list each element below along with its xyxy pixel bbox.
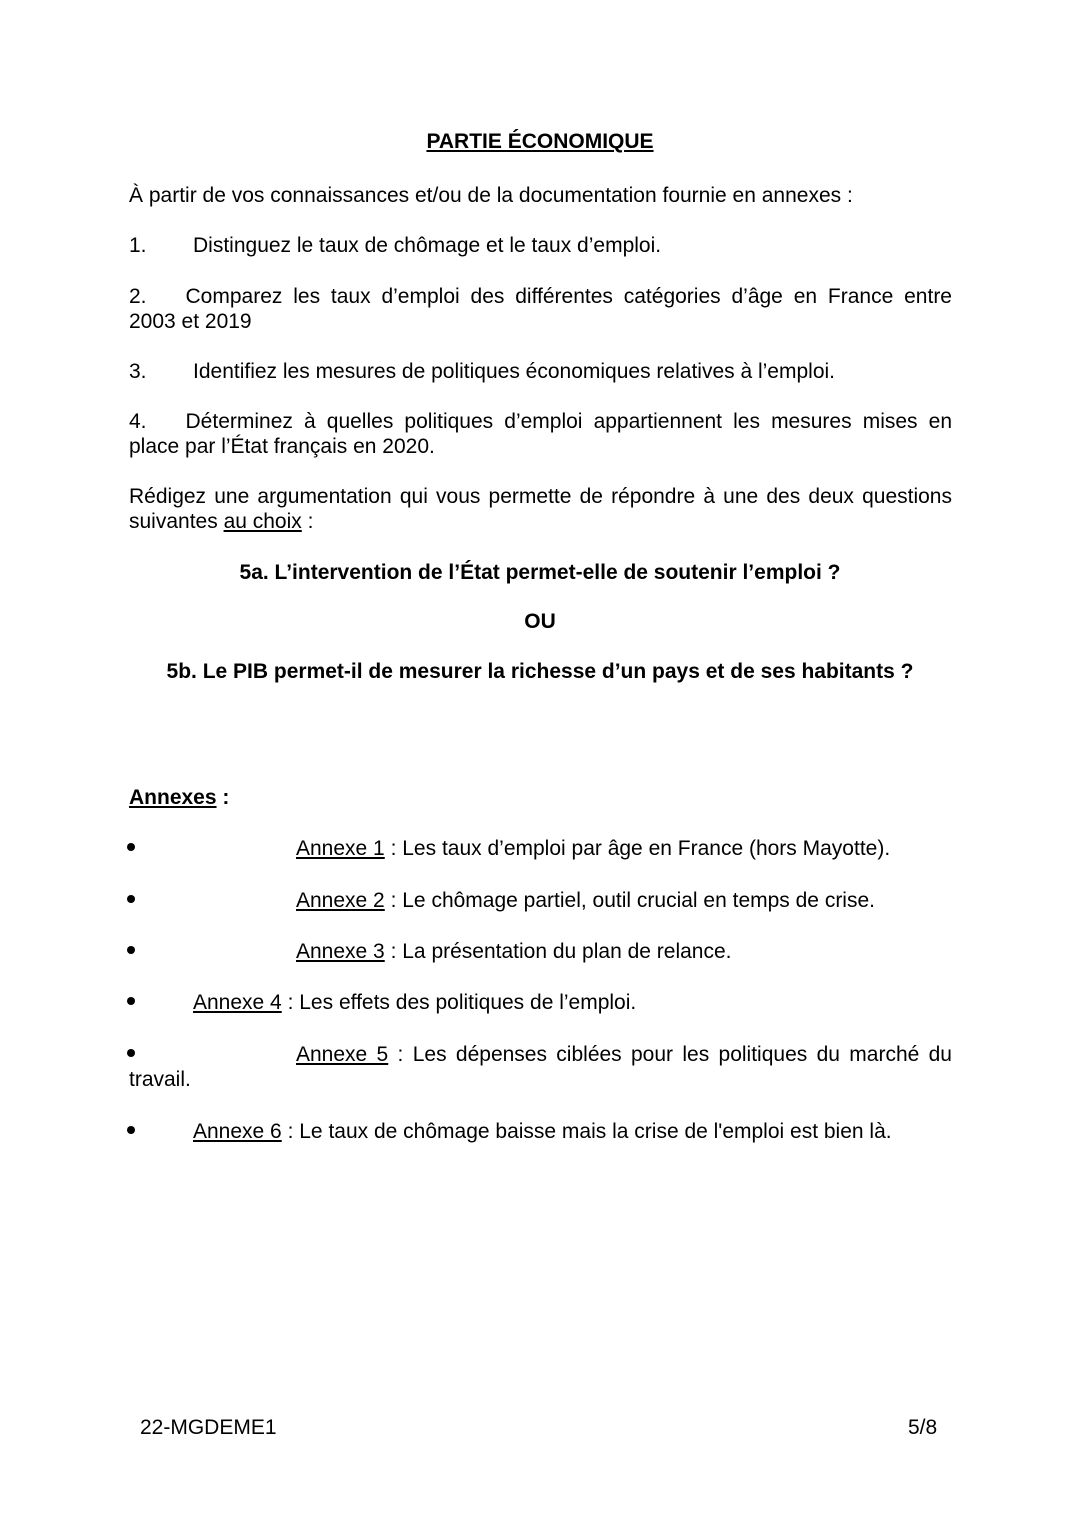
question-number: 3. [129, 360, 147, 383]
annexes-heading-suffix: : [216, 786, 230, 809]
intro-text: À partir de vos connaissances et/ou de la documentation fournie en annexes : [129, 184, 853, 207]
annexes-heading-text: Annexes [129, 786, 217, 809]
annex-link: Annexe 1 [296, 837, 385, 860]
question-2 [129, 284, 952, 334]
bullet-icon [126, 1121, 140, 1135]
argument-instruction [129, 484, 952, 534]
annex-link: Annexe 5 [296, 1043, 389, 1066]
annex-item-5-continuation: travail. [129, 1068, 191, 1091]
annex-description: : Le taux de chômage baisse mais la crise de l'emploi est bien là. [281, 1120, 892, 1143]
annex-link: Annexe 2 [296, 889, 385, 912]
bullet-icon [126, 838, 140, 852]
bullet-icon [126, 992, 140, 1006]
bullet-icon [126, 1044, 140, 1058]
bullet-icon [126, 941, 140, 955]
annex-description: : Les taux d’emploi par âge en France (hors Mayotte). [384, 837, 891, 860]
question-text: Identifiez les mesures de politiques économiques relatives à l’emploi. [193, 360, 835, 383]
footer-page-number: 5/8 [908, 1416, 938, 1439]
annex-item-1 [296, 836, 890, 861]
choice-or: OU [524, 610, 556, 633]
annex-link: Annexe 6 [193, 1120, 282, 1143]
choice-5b: 5b. Le PIB permet-il de mesurer la richesse d’un pays et de ses habitants ? [166, 660, 914, 683]
annex-item-5 [296, 1042, 952, 1067]
page-title [0, 129, 1080, 154]
question-number: 2. [129, 285, 147, 308]
annexes-heading [129, 785, 229, 810]
annex-item-4 [193, 990, 636, 1015]
question-4 [129, 409, 952, 459]
bullet-icon [126, 890, 140, 904]
question-text: Distinguez le taux de chômage et le taux d’emploi. [193, 234, 662, 257]
annex-link: Annexe 3 [296, 940, 385, 963]
page-title-text: PARTIE ÉCONOMIQUE [426, 130, 654, 153]
question-1 [129, 233, 952, 258]
annex-item-2 [296, 888, 875, 913]
annex-item-3 [296, 939, 732, 964]
choice-5a: 5a. L’intervention de l’État permet-elle de soutenir l’emploi ? [239, 561, 841, 584]
argument-underlined: au choix [223, 510, 302, 533]
question-number: 1. [129, 234, 147, 257]
annex-description: : La présentation du plan de relance. [384, 940, 732, 963]
question-text: Déterminez à quelles politiques d’emploi appartiennent les mesures mises en place par l’État français en 2020. [129, 410, 952, 458]
annex-description: : Les dépenses ciblées pour les politiques du marché du [388, 1043, 952, 1066]
argument-text: Rédigez une argumentation qui vous permette de répondre à une des deux questions suivantes [129, 485, 952, 533]
footer-code: 22-MGDEME1 [140, 1416, 277, 1439]
annex-link: Annexe 4 [193, 991, 282, 1014]
annex-description: : Le chômage partiel, outil crucial en temps de crise. [384, 889, 875, 912]
annex-item-6 [193, 1119, 892, 1144]
annex-description: : Les effets des politiques de l’emploi. [281, 991, 637, 1014]
argument-suffix: : [301, 510, 314, 533]
question-text: Comparez les taux d’emploi des différentes catégories d’âge en France entre 2003 et 2019 [129, 285, 952, 333]
question-3 [129, 359, 952, 384]
question-number: 4. [129, 410, 147, 433]
